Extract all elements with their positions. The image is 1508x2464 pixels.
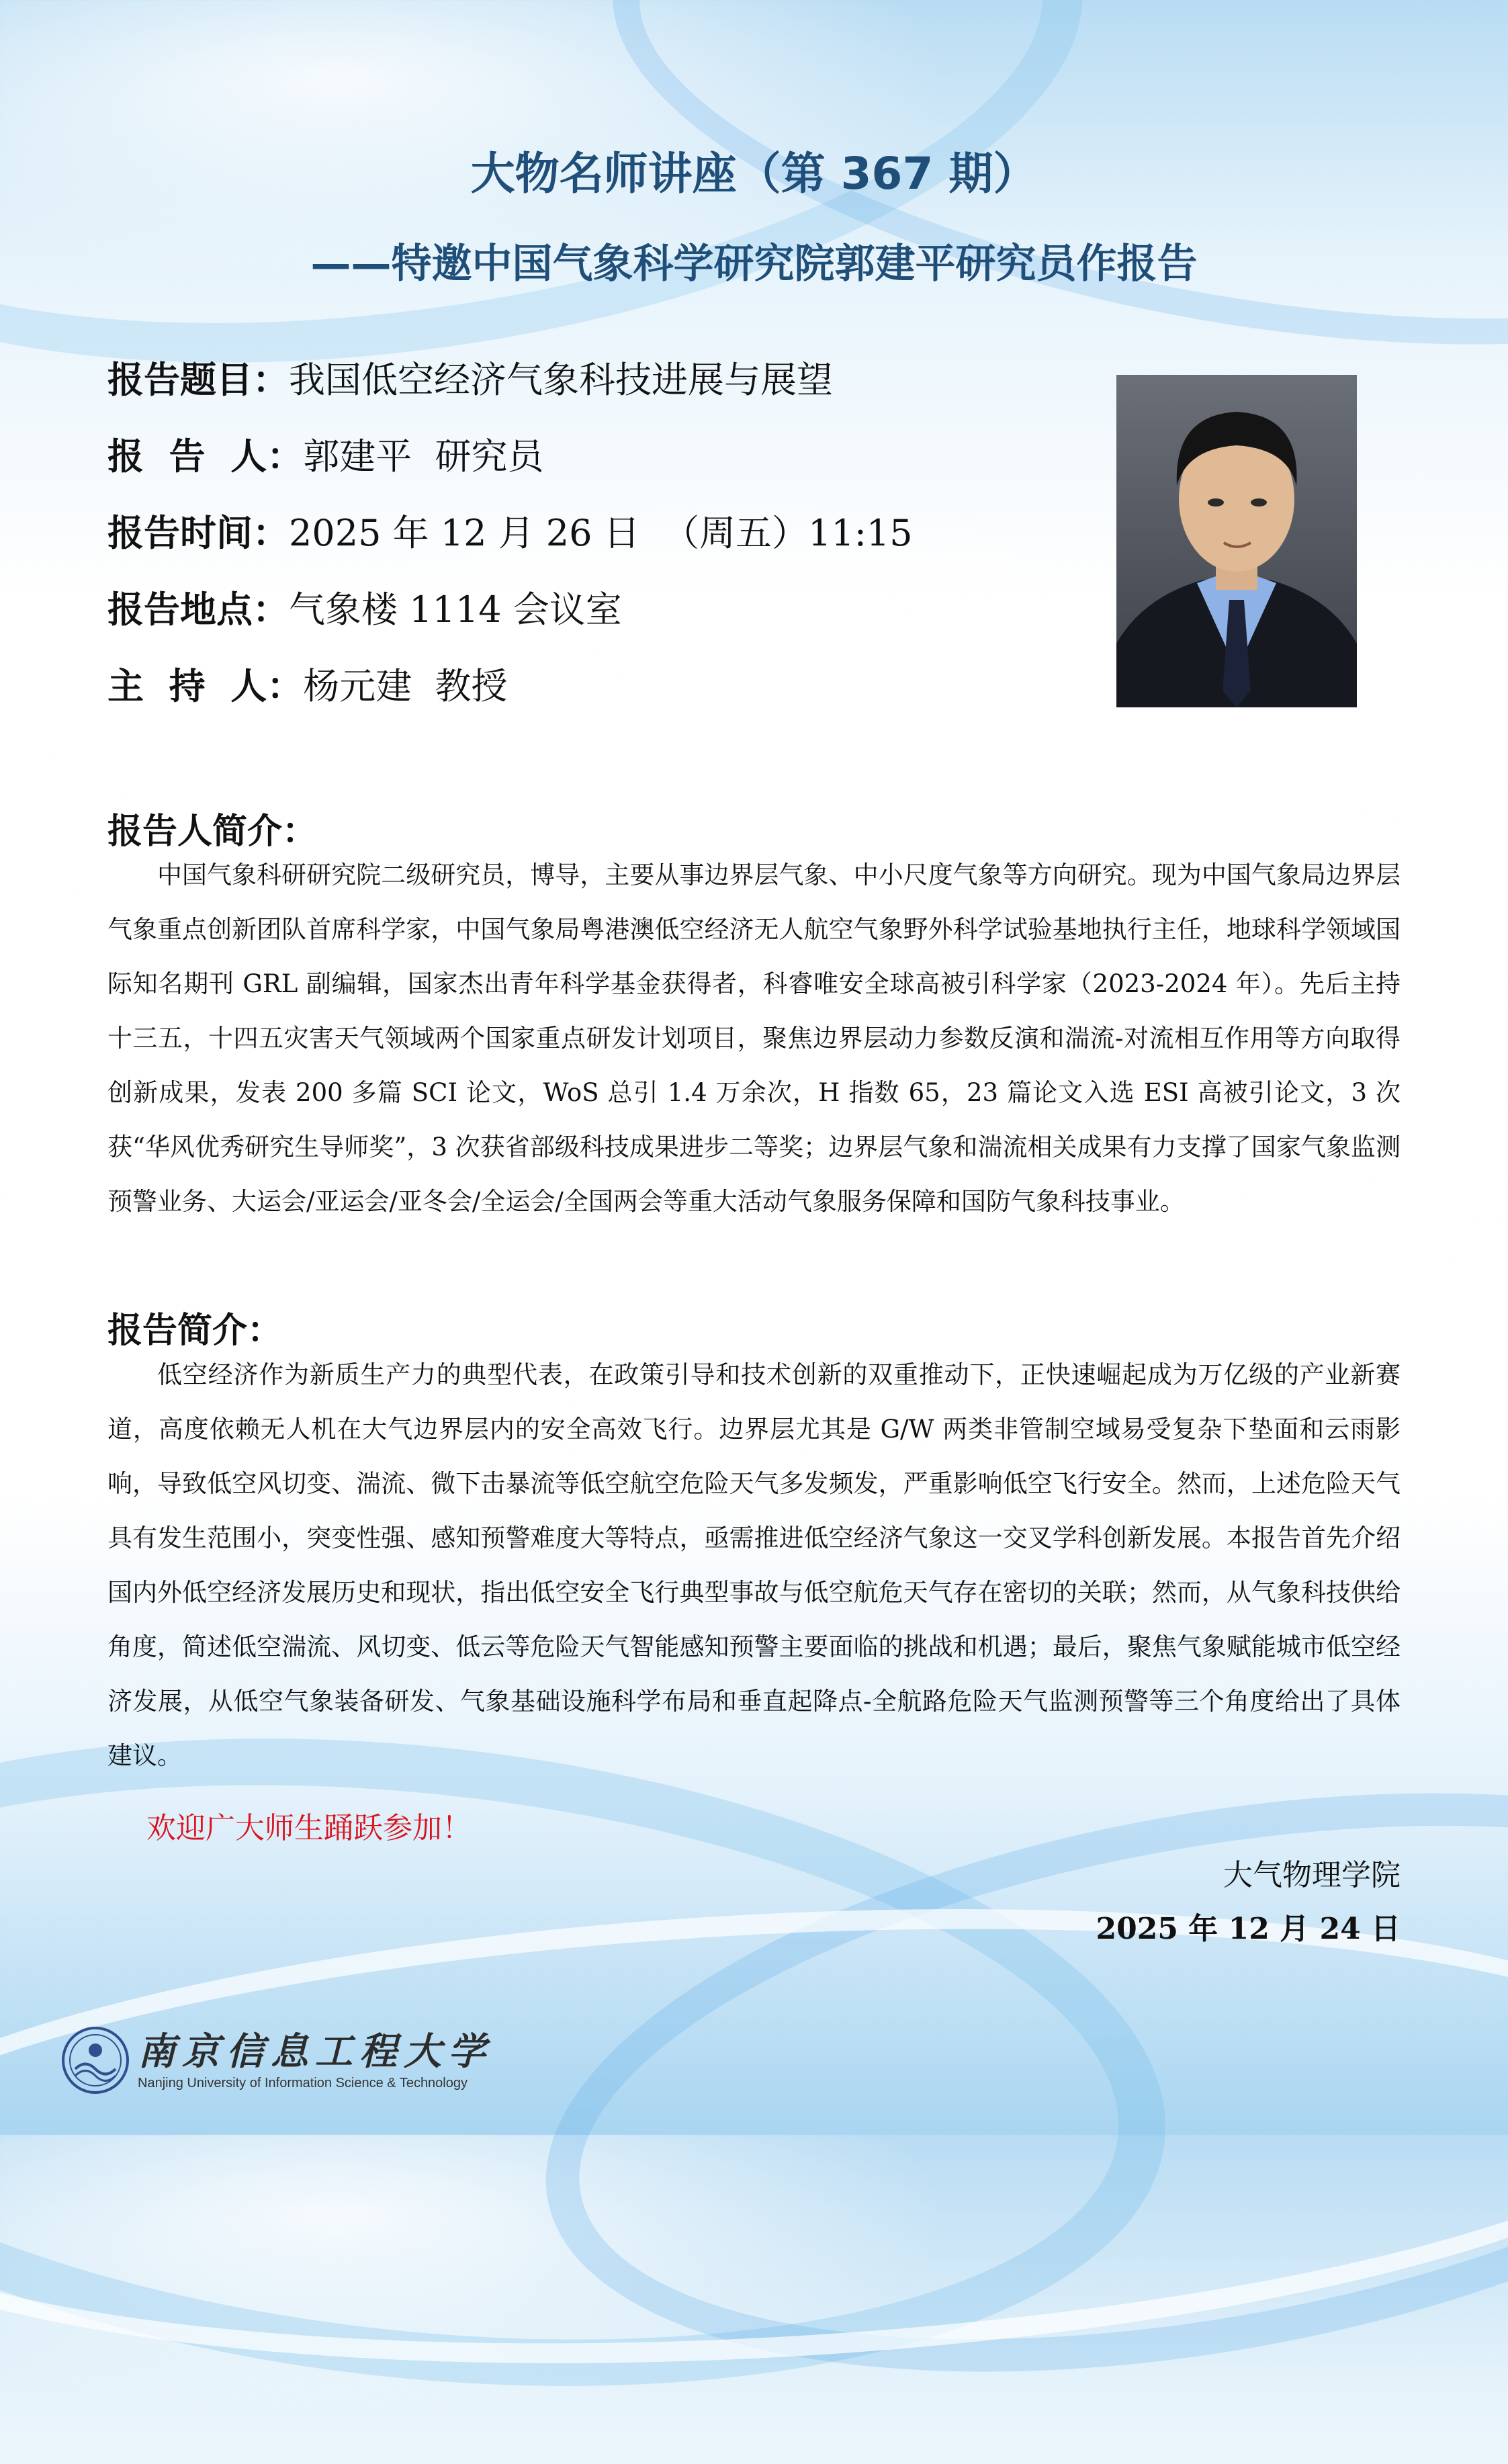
speaker-label: 报 告 人： <box>107 435 304 478</box>
topic-label: 报告题目： <box>107 358 289 401</box>
host-label: 主 持 人： <box>107 664 304 707</box>
place-label: 报告地点： <box>107 588 289 631</box>
lecture-title: 大物名师讲座（第 367 期） <box>470 148 1038 200</box>
info-place <box>107 579 913 656</box>
info-time <box>107 502 913 579</box>
background-swirl <box>501 1701 1508 2463</box>
university-logo <box>60 2022 544 2103</box>
info-host <box>107 656 913 732</box>
speaker-value: 郭建平 研究员 <box>303 435 544 478</box>
time-label: 报告时间： <box>107 511 289 554</box>
info-topic <box>107 349 913 426</box>
topic-value: 我国低空经济气象科技进展与展望 <box>289 359 833 401</box>
lecture-subtitle: ——特邀中国气象科学研究院郭建平研究员作报告 <box>310 240 1198 288</box>
organizer-name: 大气物理学院 <box>1223 1858 1401 1892</box>
bio-heading: 报告人简介： <box>107 811 318 852</box>
speaker-portrait-icon <box>1116 375 1357 707</box>
speaker-photo <box>1116 375 1357 707</box>
lecture-info <box>107 349 913 732</box>
issue-date: 2025 年 12 月 24 日 <box>1096 1912 1401 1946</box>
university-name-cn: 南京信息工程大学 <box>138 2029 492 2074</box>
time-value: 2025 年 12 月 26 日 （周五）11:15 <box>289 512 913 554</box>
welcome-text: 欢迎广大师生踊跃参加！ <box>146 1811 472 1845</box>
abstract-text: 低空经济作为新质生产力的典型代表，在政策引导和技术创新的双重推动下，正快速崛起成为万亿级的产业新赛道，高度依赖无人机在大气边界层内的安全高效飞行。边界层尤其是 G/W 两类非管制空域易受复杂下垫面和云雨影响，导致低空风切变、湍流、微下击暴流等低空航空危险天气多发频发，严重影响低空飞行安全。然而，上述危险天气具有发生范围小，突变性强、感知预警难度大等特点，亟需推进低空经济气象这一交叉学科创新发展。本报告首先介绍国内外低空经济发展历史和现状，指出低空安全飞行典型事故与低空航危天气存在密切的关联；然而，从气象科技供给角度，简述低空湍流、风切变、低云等危险天气智能感知预警主要面临的挑战和机遇；最后，聚焦气象赋能城市低空经济发展，从低空气象装备研发、气象基础设施科学布局和垂直起降点-全航路危险天气监测预警等三个角度给出了具体建议。 <box>107 1360 1401 1770</box>
abstract-heading: 报告简介： <box>107 1310 283 1351</box>
university-name-en: Nanjing University of Information Science & Technology <box>138 2076 468 2091</box>
info-speaker <box>107 426 913 502</box>
bio-text: 中国气象科研研究院二级研究员，博导，主要从事边界层气象、中小尺度气象等方向研究。现为中国气象局边界层气象重点创新团队首席科学家，中国气象局粤港澳低空经济无人航空气象野外科学试验基地执行主任，地球科学领域国际知名期刊 GRL 副编辑，国家杰出青年科学基金获得者，科睿唯安全球高被引科学家（2023-2024 年）。先后主持十三五，十四五灾害天气领域两个国家重点研发计划项目，聚焦边界层动力参数反演和湍流-对流相互作用等方向取得创新成果，发表 200 多篇 SCI 论文，WoS 总引 1.4 万余次，H 指数 65，23 篇论文入选 ESI 高被引论文，3 次获“华风优秀研究生导师奖”，3 次获省部级科技成果进步二等奖；边界层气象和湍流相关成果有力支撑了国家气象监测预警业务、大运会/亚运会/亚冬会/全运会/全国两会等重大活动气象服务保障和国防气象科技事业。 <box>107 861 1401 1216</box>
place-value: 气象楼 1114 会议室 <box>289 588 622 631</box>
university-emblem-icon <box>60 2022 131 2099</box>
host-value: 杨元建 教授 <box>303 665 508 707</box>
